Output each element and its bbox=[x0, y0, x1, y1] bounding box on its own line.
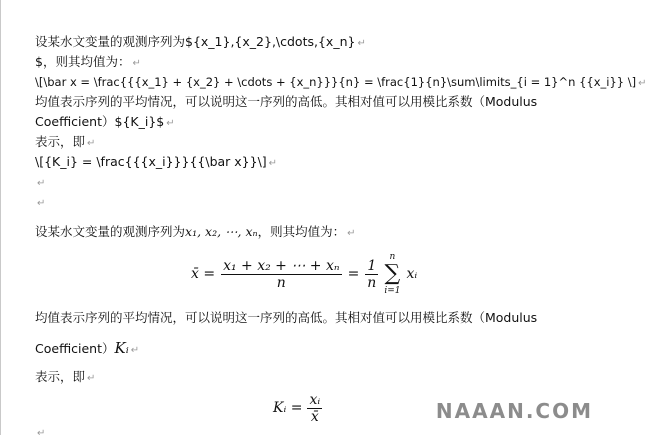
rendered-line-4 bbox=[35, 310, 537, 326]
k-lhs: Kᵢ = bbox=[273, 400, 303, 416]
k-denominator: x̄ bbox=[310, 408, 319, 425]
sum-lower: i=1 bbox=[384, 286, 401, 296]
latex-line-1 bbox=[35, 34, 366, 52]
latex-text: $，则其均值为： bbox=[35, 54, 131, 69]
rendered-line-1 bbox=[35, 224, 356, 242]
mean-denominator: n bbox=[276, 274, 286, 291]
k-fraction bbox=[307, 392, 322, 425]
latex-text: 表示，即 bbox=[35, 134, 86, 149]
latex-text: \[{K_i} = \frac{{{x_i}}}{{\bar x}}\] bbox=[35, 154, 267, 169]
rendered-line-6 bbox=[35, 369, 95, 387]
rendered-text: 表示，即 bbox=[35, 369, 86, 384]
n-denominator: n bbox=[367, 274, 377, 291]
paragraph-mark: ↵ bbox=[87, 373, 96, 384]
mean-lhs: x̄ = bbox=[191, 266, 216, 282]
empty-line bbox=[35, 424, 45, 442]
paragraph-mark: ↵ bbox=[166, 118, 175, 129]
rendered-line-5 bbox=[35, 340, 139, 359]
sum-upper: n bbox=[389, 252, 396, 262]
paragraph-mark: ↵ bbox=[37, 178, 46, 189]
site-watermark: NAAAN.COM bbox=[435, 399, 593, 423]
paragraph-mark: ↵ bbox=[268, 158, 278, 169]
k-math: Kᵢ bbox=[114, 339, 129, 357]
sum-term: xᵢ bbox=[406, 266, 418, 282]
latex-line-2 bbox=[35, 54, 141, 72]
mean-equation bbox=[191, 252, 417, 296]
latex-line-5 bbox=[35, 114, 175, 132]
equals-sign: = bbox=[347, 266, 360, 282]
paragraph-mark: ↵ bbox=[638, 78, 647, 89]
k-equation bbox=[273, 388, 322, 428]
latex-line-6 bbox=[35, 134, 95, 152]
empty-line bbox=[35, 194, 45, 212]
one-over-n-fraction bbox=[365, 258, 378, 291]
mean-fraction bbox=[221, 258, 341, 291]
sigma-icon: ∑ bbox=[384, 261, 401, 286]
latex-text: 均值表示序列的平均情况，可以说明这一序列的高低。其相对值可以用模比系数（Modulus bbox=[35, 94, 538, 109]
paragraph-mark: ↵ bbox=[37, 428, 46, 439]
paragraph-mark: ↵ bbox=[130, 345, 140, 356]
paragraph-mark: ↵ bbox=[347, 228, 356, 239]
mean-numerator: x₁ + x₂ + ⋯ + xₙ bbox=[223, 257, 340, 274]
rendered-text: ，则其均值为： bbox=[257, 224, 346, 239]
latex-line-4 bbox=[35, 94, 537, 110]
latex-text: \[\bar x = \frac{{{x_1} + {x_2} + \cdots + {x_n}}}{n} = \frac{1}{n}\sum\limits_{i = 1}^n {{x_i}} \] bbox=[35, 75, 637, 89]
k-numerator: xᵢ bbox=[309, 391, 321, 408]
sequence-math: x₁, x₂, ⋯, xₙ bbox=[185, 224, 258, 239]
rendered-text: Coefficient） bbox=[35, 341, 115, 356]
paragraph-mark: ↵ bbox=[132, 58, 141, 69]
latex-line-7 bbox=[35, 154, 277, 172]
summation bbox=[384, 251, 400, 297]
paragraph-mark: ↵ bbox=[37, 198, 46, 209]
empty-line bbox=[35, 174, 45, 192]
rendered-text: 设某水文变量的观测序列为 bbox=[35, 224, 186, 239]
latex-line-3 bbox=[35, 74, 647, 92]
paragraph-mark: ↵ bbox=[87, 138, 96, 149]
latex-text: 设某水文变量的观测序列为${x_1},{x_2},\cdots,{x_n} bbox=[35, 34, 356, 49]
rendered-text: 均值表示序列的平均情况，可以说明这一序列的高低。其相对值可以用模比系数（Modulus bbox=[35, 310, 538, 325]
one-numerator: 1 bbox=[365, 258, 378, 275]
latex-text: Coefficient）${K_i}$ bbox=[35, 114, 165, 129]
paragraph-mark: ↵ bbox=[357, 38, 366, 49]
